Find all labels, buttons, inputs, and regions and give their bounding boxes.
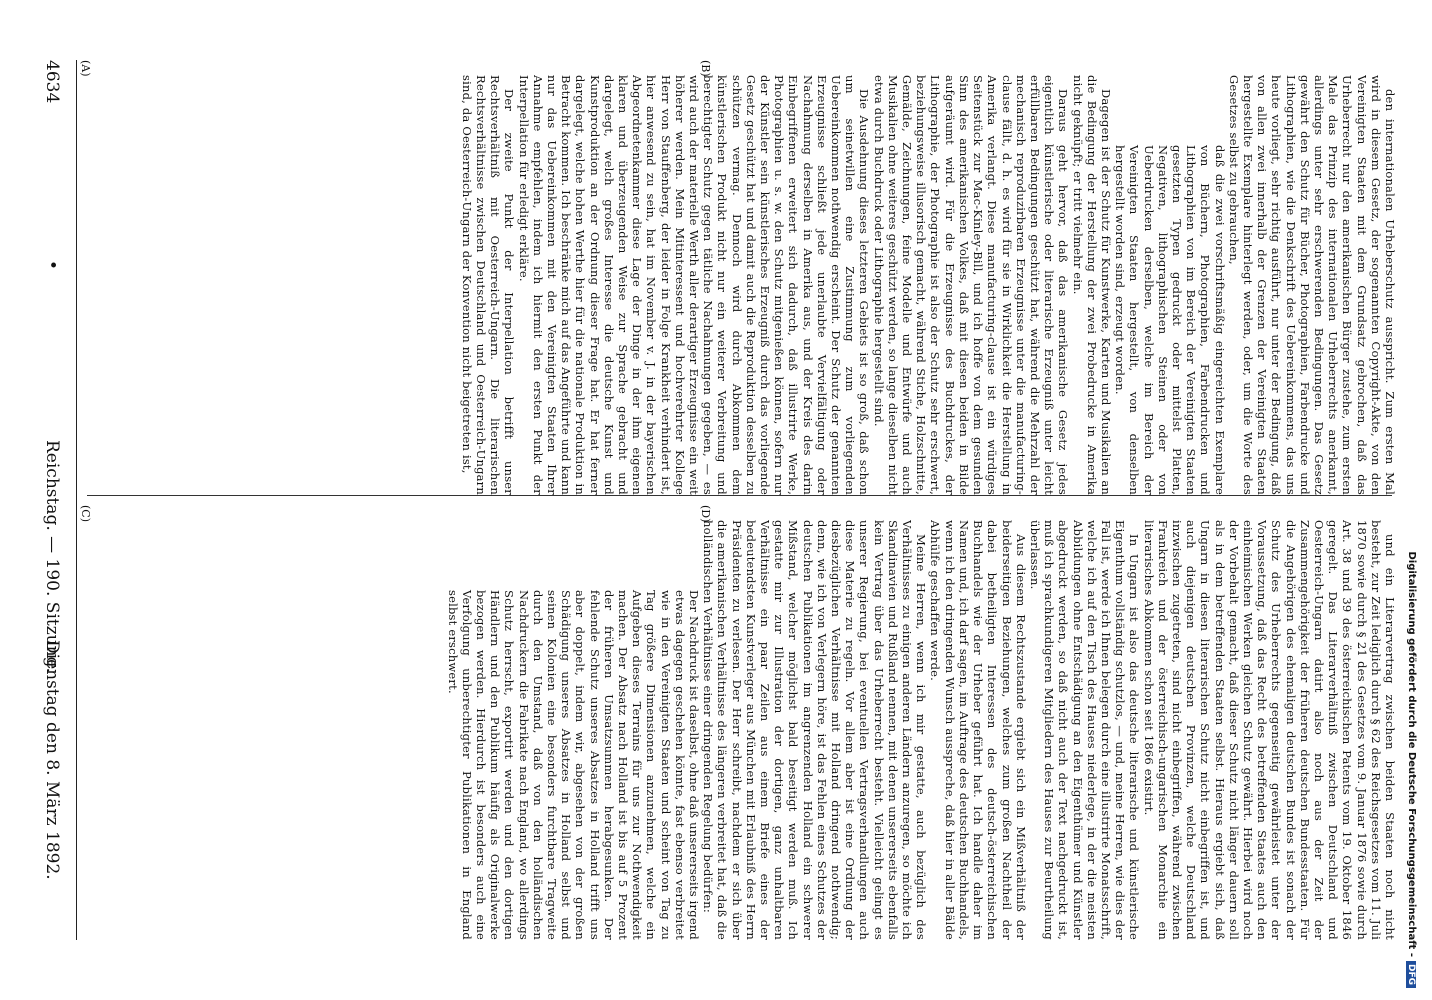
left-column [82, 75, 1397, 495]
page-date: Dienstag den 8. März 1892. [42, 640, 62, 880]
paragraph: und ein Literarvertrag zwischen beiden Staaten noch nicht besteht, zur Zeit lediglich durch § 62 des Reichsgesetzes vom 11. Juli 1870 sowie durch § 21 des Gesetzes vom 9. Januar 1876 sowie durch Art. 38 und 39 des österreichischen Patents vom 19. Oktober 1846 geregelt. Das Literarverhältniß zwischen Deutschland und Oesterreich-Ungarn datirt also noch aus der Zeit der Zusammengehörigkeit der früheren deutschen Bundesstaaten. Für die Angehörigen des ehemaligen deutschen Bundes ist sonach der Schutz des Urheberrechts gegenseitig gewährleistet unter der Voraussetzung, daß das Recht des betreffenden Staates auch den einheimischen Werken gleichen Schutz gewährt. Hierbei wird noch der Vorbehalt gemacht, daß dieser Schutz nicht länger dauern soll als in dem betreffenden Staaten selbst. Hieraus ergiebt sich, daß Ungarn in diesen literarischen Schutz nicht einbegriffen ist, und auch diejenigen deutschen Provinzen, welche Deutschland inzwischen zugetreten, sind nicht einbegriffen, während zwischen Frankreich und der österreichisch-ungarischen Monarchie ein literarisches Abkommen schon seit 1866 existirt. [1141, 520, 1397, 940]
paragraph: Der zweite Punkt der Interpellation betrifft unser Rechtsverhältniß mit Oesterreich-Ungarn. Die literarischen Rechtsverhältnisse zwischen Deutschland und Oesterreich-Ungarn sind, da Oesterreich-Ungarn der Konvention nicht beigetreten ist, [459, 75, 517, 495]
column-divider [87, 495, 1392, 496]
marker-a: (A) [79, 60, 92, 77]
digitization-note [1401, 8, 1417, 988]
marker-c: (C) [79, 505, 92, 522]
paragraph: den internationalen Urheberschutz ausspricht. Zum ersten Mal wird in diesem Gesetz, der sogenannten Copyright-Akte, von den Vereinigten Staaten mit dem Grundsatz gebrochen, daß das Urheberrecht nur den amerikanischen Bürger zustehe, zum ersten Male das Prinzip des internationalen Urheberrechts anerkannt, allerdings unter sehr erschwerenden Bedingungen. Das Gesetz gewährt den Schutz für Bücher, Photographien, Farbendrucke und Lithographien, wie die Denkschrift des Uebereinkommens, das uns heute vorliegt, sehr richtig ausführt, nur unter der Bedingung, daß von allen zwei innerhalb der Grenzen der Vereinigten Staaten hergestellte Exemplare hinterlegt werden, oder, um die Worte des Gesetzes selbst zu gebrauchen, [1226, 75, 1397, 495]
paragraph: Dagegen ist der Schutz für Kunstwerke, Karten und Musikalien an die Bedingung der Herstellung der zwei Probedrucke in Amerika nicht geknüpft; er tritt vielmehr ein. [1070, 75, 1113, 495]
header-rule [76, 60, 77, 940]
paragraph: Aus diesem Rechtszustande ergiebt sich ein Mißverhältniß der beiderseitigen Beziehungen, welches zum großen Nachtheil der dabei betheiligten Interessen des deutsch-österreichischen Buchhandels wie der Urheber geführt hat. Ich handle daher im Namen und, ich darf sagen, im Auftrage des deutschen Buchhandels, wenn ich den dringenden Wunsch ausspreche, daß hier in aller Bälde Abhülfe geschaffen werde. [928, 520, 1028, 940]
paragraph: Daraus geht hervor, daß das amerikanische Gesetz jedes eigentlich künstlerische oder literarische Erzeugniß unter leicht erfüllbaren Bedingungen geschützt hat, während die Mehrzahl der mechanisch reproduzirbaren Erzeugnisse unter die manufacturing-clause fällt, d. h. es wird für sie in Wirklichkeit die Herstellung in Amerika verlangt. Diese manufacturing-clause ist ein würdiges Seitenstück zur Mac-Kinley-Bill, und ich hoffe von dem gesunden Sinn des amerikanischen Volkes, daß mit diesen beiden in Bilde aufgeräumt wird. Für die Erzeugnisse des Buchdruckes, der Lithographie, der Photographie ist also der Schutz sehr erschwert, beziehungsweise illusorisch gemacht, während Stiche, Holzschnitte, Gemälde, Zeichnungen, feine Modelle und Entwürfe und auch Musikalien ohne weiteres geschützt werden, so lange dieselben nicht etwa durch Buchdruck oder Lithographie hergestellt sind. [871, 75, 1071, 495]
right-column [82, 520, 1397, 940]
page-number: 4634 [42, 60, 62, 104]
paragraph: Der Nachdruck ist daselbst, ohne daß unsererseits irgend etwas dagegen geschehen könnte, fast ebenso verbreitet wie in den Vereinigten Staaten und scheint von Tag zu Tag größere Dimensionen anzunehmen, welche ein Aufgeben dieses Terrains für uns zur Nothwendigkeit machen. Der Absatz nach Holland ist bis auf 5 Prozent der früheren Umsatzsummen herabgesunken. Der fehlende Schutz unseres Absatzes in Holland trifft uns aber doppelt, indem wir, abgesehen von der großen Schädigung unseres Absatzes in Holland selbst und seinen Kolonien eine besonders furchtbare Tragweite durch den Umstand, daß von den holländischen Nachdruckern die Fabrikate nach England, wo allerdings Schutz herrscht, exportirt werden und den dortigen Händlern und den Publikum häufig als Originalwerke bezogen werden. Hierdurch ist besonders auch eine Verfolgung unberechtigter Publikationen in England selbst erschwert. [445, 590, 702, 940]
digitization-text: Digitalisierung gefördert durch die Deutsche Forschungsgemeinschaft - [1406, 551, 1417, 957]
page-header [38, 60, 62, 940]
marker-d: (D) [699, 505, 712, 523]
paragraph: daß die zwei vorschriftsmäßig eingereichten Exemplare von Büchern, Photographien, Farbendrucken und Lithographien von im Bereich der Vereinigten Staaten gesetzten Typen gedruckt oder mittelst Platten, Negativen, lithographischen Steinen oder von Ueberdrucken derselben, welche im Bereich der Vereinigten Staaten hergestellt, von denselben hergestellt worden sind, erzeugt worden. [1113, 145, 1227, 495]
page-title: Reichstag. — 190. Sitzung. [42, 440, 62, 673]
paragraph: Die Ausdehnung dieses letzteren Gebiets ist so groß, daß schon um seinetwillen eine Zustimmung zum vorliegenden Uebereinkommen nothwendig erscheint. Der Schutz der genannten Erzeugnisse schließt jede unerlaubte Vervielfältigung oder Nachahmung derselben in Amerika aus, und der Kreis des darin Einbegriffenen erweitert sich dadurch, daß illustrirte Werke, Photographien u. s. w. den Schutz mitgenießen können, sofern nur der Künstler sein künstlerisches Erzeugniß durch das vorliegende Gesetz geschützt hat und damit auch die Reproduktion desselben zu schützen vermag. Dennoch wird durch Abkommen dem künstlerischen Produkt nicht nur ein weiterer Verbreitung und berechtigter Schutz gegen tätliche Nachahmungen gegeben, — es wird auch der materielle Werth aller derartiger Erzeugnisse ein weit höherer werden. Mein Mitinteressent und hochverehrter Kollege Herr von Stauffenberg, der leider in Folge Krankheit verhindert ist, hier anwesend zu sein, hat im November v. J. in der bayerischen Abgeordnetenkammer diese Lage der Dinge in der ihm eigenen klaren und überzeugenden Weise zur Sprache gebracht und dargelegt, welch großes Interesse die deutsche Kunst und Kunstproduktion an der Ordnung dieser Frage hat. Er hat ferner dargelegt, welche hohen Werthe hier für die nationale Produktion in Betracht kommen. Ich beschränke mich auf das Angeführte und kann nur das Uebereinkommen mit den Vereinigten Staaten Ihrer Annahme empfehlen, indem ich hiermit den ersten Punkt der Interpellation für erledigt erkläre. [516, 75, 872, 495]
paragraph: Meine Herren, wenn ich mir gestatte, auch bezüglich des Verhältnisses zu einigen anderen Ländern anzuregen, so möchte ich Skandinavien und Rußland nennen, mit denen unsererseits ebenfalls kein Vertrag über das Urheberrecht besteht. Vielleicht gelingt es unserer Regierung, bei eventuellen Vertragsverhandlungen auch diese Materie zu regeln. Vor allem aber ist eine Ordnung der diesbezüglichen Verhältnisse mit Holland dringend nothwendig; denn, wie ich von Verlegern höre, ist das Fehlen eines Schutzes der deutschen Publikationen im angrenzenden Holland ein schwerer Mißstand, welcher möglichst bald beseitigt werden muß. Ich gestatte mir zur Illustration der dortigen, ganz unhaltbaren Verhältnisse ein paar Zeilen aus einem Briefe eines der bedeutendsten Kunstverleger aus München mit Erlaubniß des Herrn Präsidenten zu verlesen. Der Herr schreibt, nachdem er sich über die amerikanischen Verhältnisse des längeren verbreitet hat, daß die holländischen Verhältnisse einer dringenden Regelung bedürfen: [701, 520, 929, 940]
paragraph: In Ungarn ist also das deutsche literarische und künstlerische Eigenthum vollständig schutzlos, — und, meine Herren, wie dies der Fall ist, werde ich Ihnen belegen durch eine illustrirte Monatsschrift, welche ich auf den Tisch des Hauses niederlege, in der die meisten Abbildungen ohne Entschädigung an den Eigenthümer und Künstler abgedruckt werden, so daß nicht auch der Text nachgedruckt ist, muß ich sprachkundigeren Mitgliedern des Hauses zur Beurtheilung überlassen. [1027, 520, 1142, 940]
dfg-logo: DFG [1406, 961, 1416, 988]
marker-b: (B) [699, 60, 712, 77]
header-mark: • [42, 260, 62, 271]
